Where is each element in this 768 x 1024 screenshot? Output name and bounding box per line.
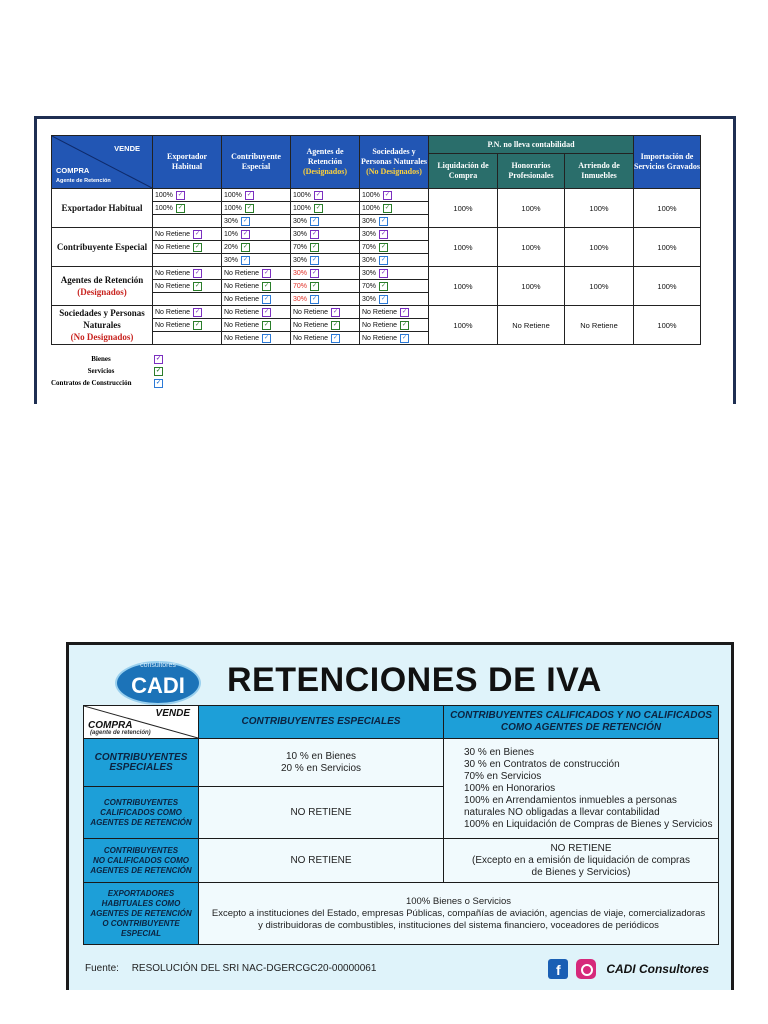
checkbox-icon: ✓ xyxy=(246,191,252,198)
row-label: EXPORTADORES xyxy=(107,888,175,898)
matrix-cell xyxy=(360,189,429,202)
matrix-cell xyxy=(360,332,429,345)
row-label: HABITUALES COMO xyxy=(101,898,181,908)
matrix-cell xyxy=(222,241,291,254)
importacion-cell: 100% xyxy=(634,306,701,345)
checkbox-icon: ✓ xyxy=(177,204,183,211)
cell-value: 70% xyxy=(362,282,377,290)
matrix-cell xyxy=(153,189,222,202)
matrix-cell xyxy=(291,306,360,319)
cell-text: 100% en Honorarios xyxy=(464,782,556,794)
checkbox-icon: ✓ xyxy=(195,321,201,328)
checkbox-icon: ✓ xyxy=(312,243,318,250)
matrix-cell xyxy=(153,293,222,306)
matrix-cell xyxy=(153,280,222,293)
checkbox-icon: ✓ xyxy=(264,334,270,341)
cell-value: No Retiene xyxy=(362,334,398,342)
cell-value: 30% xyxy=(293,269,308,277)
cell-value: No Retiene xyxy=(224,269,260,277)
matrix-row xyxy=(52,306,701,319)
cell-value: No Retiene xyxy=(155,243,191,251)
row-header xyxy=(52,306,153,345)
row-sublabel: (Designados) xyxy=(77,287,127,297)
row-header xyxy=(52,267,153,306)
pn-cell: 100% xyxy=(498,228,565,267)
cell-value: 30% xyxy=(362,256,377,264)
matrix-cell xyxy=(222,189,291,202)
cell-value: 100% xyxy=(155,204,173,212)
pn-cell: No Retiene xyxy=(565,306,634,345)
matrix-cell xyxy=(360,202,429,215)
matrix-cell xyxy=(360,254,429,267)
matrix-cell xyxy=(153,215,222,228)
col-header-calificados-l1: CONTRIBUYENTES CALIFICADOS Y NO CALIFICADOS xyxy=(450,710,712,721)
matrix-cell xyxy=(291,280,360,293)
cell-value: 70% xyxy=(293,282,308,290)
checkbox-legend xyxy=(51,353,701,389)
checkbox-icon: ✓ xyxy=(155,355,162,362)
cell-value: 100% xyxy=(293,204,311,212)
matrix-cell xyxy=(222,280,291,293)
row-label: Contribuyente Especial xyxy=(56,242,148,252)
matrix-cell xyxy=(153,228,222,241)
matrix-cell xyxy=(222,293,291,306)
checkbox-icon: ✓ xyxy=(381,243,387,250)
cell-text: 100% en Arrendamientos inmuebles a personas xyxy=(464,794,677,806)
checkbox-icon: ✓ xyxy=(312,256,318,263)
cell-text: 30 % en Contratos de construcción xyxy=(464,758,620,770)
checkbox-icon: ✓ xyxy=(333,321,339,328)
row-header-calificados xyxy=(84,787,199,839)
legend-contratos xyxy=(51,377,701,389)
cell-value: 70% xyxy=(293,243,308,251)
corner-agente: (agente de retención) xyxy=(90,730,151,736)
retenciones-table xyxy=(83,705,719,945)
matrix-row xyxy=(52,189,701,202)
matrix-cell xyxy=(360,267,429,280)
cell-value: 100% xyxy=(224,191,242,199)
checkbox-icon: ✓ xyxy=(315,191,321,198)
checkbox-icon: ✓ xyxy=(246,204,252,211)
matrix-cell xyxy=(153,254,222,267)
legend-label: Servicios xyxy=(87,367,115,375)
retention-matrix-body xyxy=(52,189,701,345)
col-header-sociedades-l2: (No Designados) xyxy=(366,167,422,176)
importacion-cell: 100% xyxy=(634,228,701,267)
corner-vende: VENDE xyxy=(114,144,140,153)
checkbox-icon: ✓ xyxy=(312,269,318,276)
matrix-corner-header xyxy=(52,136,153,189)
col-header-liquidacion: Liquidación de Compra xyxy=(429,154,498,189)
checkbox-icon: ✓ xyxy=(243,256,249,263)
cell-exportadores-merged xyxy=(199,883,719,945)
cell-value: No Retiene xyxy=(224,334,260,342)
cell-text: 30 % en Bienes xyxy=(464,746,535,758)
matrix-cell xyxy=(222,254,291,267)
cell-text: 20 % en Servicios xyxy=(280,762,362,774)
matrix-cell xyxy=(360,293,429,306)
checkbox-icon: ✓ xyxy=(381,269,387,276)
matrix-cell xyxy=(222,228,291,241)
source-text: RESOLUCIÓN DEL SRI NAC-DGERCGC20-00000061 xyxy=(131,963,377,974)
retention-matrix-image xyxy=(34,116,736,404)
cell-calificados-especiales: NO RETIENE xyxy=(199,787,444,839)
cell-value: No Retiene xyxy=(224,282,260,290)
cell-value: 30% xyxy=(293,256,308,264)
row-label: CONTRIBUYENTES xyxy=(103,797,179,807)
row-header xyxy=(52,228,153,267)
cell-value: 30% xyxy=(293,217,308,225)
logo-subtitle: consultores xyxy=(140,662,176,669)
col-header-agentes-l2: (Designados) xyxy=(302,167,347,176)
matrix-cell xyxy=(222,319,291,332)
cell-text: 70% en Servicios xyxy=(464,770,542,782)
row-header-no-calificados xyxy=(84,839,199,883)
matrix-cell xyxy=(222,332,291,345)
cell-value: 100% xyxy=(155,191,173,199)
cell-value: 30% xyxy=(293,230,308,238)
row-label: AGENTES DE RETENCIÓN xyxy=(90,865,192,875)
checkbox-icon: ✓ xyxy=(312,230,318,237)
checkbox-icon: ✓ xyxy=(155,367,162,374)
matrix-cell xyxy=(291,228,360,241)
matrix-cell xyxy=(291,215,360,228)
matrix-cell xyxy=(222,306,291,319)
row-sublabel: (No Designados) xyxy=(70,332,134,342)
cell-value: 30% xyxy=(362,269,377,277)
importacion-cell: 100% xyxy=(634,267,701,306)
matrix-cell xyxy=(153,202,222,215)
row-header-especiales xyxy=(84,739,199,787)
cell-value: No Retiene xyxy=(293,334,329,342)
col-header-agentes-l1: Agentes de Retención xyxy=(306,147,344,166)
instagram-icon[interactable] xyxy=(576,959,596,979)
pn-cell: 100% xyxy=(565,228,634,267)
source-footer xyxy=(85,963,376,974)
matrix-cell xyxy=(291,267,360,280)
checkbox-icon: ✓ xyxy=(195,243,201,250)
col-header-contribuyente: Contribuyente Especial xyxy=(222,136,291,189)
matrix-cell xyxy=(222,215,291,228)
col-header-arriendo: Arriendo de Inmuebles xyxy=(565,154,634,189)
matrix-cell xyxy=(153,267,222,280)
col-header-calificados-l2: COMO AGENTES DE RETENCIÓN xyxy=(500,722,662,733)
facebook-icon[interactable]: f xyxy=(548,959,568,979)
checkbox-icon: ✓ xyxy=(333,334,339,341)
row-header xyxy=(52,189,153,228)
cell-value: No Retiene xyxy=(155,269,191,277)
cell-value: No Retiene xyxy=(224,321,260,329)
pn-cell: 100% xyxy=(429,189,498,228)
cell-value: No Retiene xyxy=(155,321,191,329)
corner-compra: COMPRA xyxy=(88,720,133,731)
cell-value: 30% xyxy=(224,256,239,264)
cell-value: 70% xyxy=(362,243,377,251)
cell-value: 100% xyxy=(293,191,311,199)
cell-value: 100% xyxy=(224,204,242,212)
row-label: AGENTES DE RETENCIÓN xyxy=(90,908,192,918)
corner-agente: Agente de Retención xyxy=(56,178,111,184)
checkbox-icon: ✓ xyxy=(264,308,270,315)
checkbox-icon: ✓ xyxy=(243,230,249,237)
table-corner-header xyxy=(84,706,199,739)
row-label: ESPECIAL xyxy=(120,928,161,938)
legend-bienes xyxy=(51,353,701,365)
matrix-cell xyxy=(222,267,291,280)
matrix-cell xyxy=(291,254,360,267)
checkbox-icon: ✓ xyxy=(264,269,270,276)
retention-matrix-table xyxy=(51,135,701,345)
card-title: RETENCIONES DE IVA xyxy=(227,661,602,699)
cell-value: No Retiene xyxy=(224,295,260,303)
matrix-cell xyxy=(153,241,222,254)
row-label: Sociedades y Personas Naturales xyxy=(59,308,145,330)
checkbox-icon: ✓ xyxy=(312,295,318,302)
pn-cell: 100% xyxy=(498,267,565,306)
row-label: Agentes de Retención xyxy=(60,275,144,285)
cell-calificados-block xyxy=(444,739,719,839)
col-header-agentes xyxy=(291,136,360,189)
checkbox-icon: ✓ xyxy=(264,282,270,289)
checkbox-icon: ✓ xyxy=(243,217,249,224)
matrix-cell xyxy=(291,332,360,345)
social-links xyxy=(548,959,709,979)
col-header-especiales: CONTRIBUYENTES ESPECIALES xyxy=(199,706,444,739)
row-label: AGENTES DE RETENCIÓN xyxy=(90,817,192,827)
cell-text: (Excepto en a emisión de liquidación de compras xyxy=(472,854,690,866)
cell-text: 100% en Liquidación de Compras de Bienes y Servicios xyxy=(464,818,713,830)
matrix-cell xyxy=(360,306,429,319)
checkbox-icon: ✓ xyxy=(402,308,408,315)
row-label: Exportador Habitual xyxy=(61,203,143,213)
checkbox-icon: ✓ xyxy=(312,217,318,224)
checkbox-icon: ✓ xyxy=(402,321,408,328)
matrix-cell xyxy=(291,319,360,332)
checkbox-icon: ✓ xyxy=(333,308,339,315)
matrix-cell xyxy=(153,332,222,345)
row-label: CONTRIBUYENTES xyxy=(94,751,188,763)
col-header-honorarios: Honorarios Profesionales xyxy=(498,154,565,189)
checkbox-icon: ✓ xyxy=(177,191,183,198)
pn-cell: 100% xyxy=(498,189,565,228)
matrix-cell xyxy=(360,280,429,293)
row-label: NO CALIFICADOS COMO xyxy=(93,855,189,865)
cell-value: No Retiene xyxy=(293,321,329,329)
cell-value: No Retiene xyxy=(362,321,398,329)
cell-text: 100% Bienes o Servicios xyxy=(405,895,512,907)
cell-value: No Retiene xyxy=(362,308,398,316)
col-header-pn: P.N. no lleva contabilidad xyxy=(429,136,634,154)
checkbox-icon: ✓ xyxy=(195,282,201,289)
checkbox-icon: ✓ xyxy=(315,204,321,211)
checkbox-icon: ✓ xyxy=(381,217,387,224)
checkbox-icon: ✓ xyxy=(381,282,387,289)
pn-cell: 100% xyxy=(429,306,498,345)
cell-text: 10 % en Bienes xyxy=(285,750,357,762)
checkbox-icon: ✓ xyxy=(402,334,408,341)
checkbox-icon: ✓ xyxy=(264,321,270,328)
col-header-importacion: Importación de Servicios Gravados xyxy=(634,136,701,189)
cell-value: 100% xyxy=(362,191,380,199)
matrix-row xyxy=(52,267,701,280)
checkbox-icon: ✓ xyxy=(155,379,162,386)
cell-value: 30% xyxy=(293,295,308,303)
row-label: ESPECIALES xyxy=(109,761,173,773)
pn-cell: 100% xyxy=(565,267,634,306)
cell-value: 30% xyxy=(224,217,239,225)
matrix-cell xyxy=(222,202,291,215)
cell-value: 30% xyxy=(362,295,377,303)
cell-value: 20% xyxy=(224,243,239,251)
matrix-cell xyxy=(360,215,429,228)
cell-text: naturales NO obligadas a llevar contabilidad xyxy=(464,806,660,818)
checkbox-icon: ✓ xyxy=(381,230,387,237)
cell-value: 30% xyxy=(362,230,377,238)
source-label: Fuente: xyxy=(85,963,119,974)
cell-text: Excepto a instituciones del Estado, empresas Públicas, compañías de aviación, agencias de viaje, comercializadoras xyxy=(211,907,706,919)
pn-cell: 100% xyxy=(565,189,634,228)
checkbox-icon: ✓ xyxy=(264,295,270,302)
col-header-exportador: Exportador Habitual xyxy=(153,136,222,189)
cell-value: 10% xyxy=(224,230,239,238)
legend-servicios xyxy=(51,365,701,377)
row-label: O CONTRIBUYENTE xyxy=(102,918,180,928)
cell-value: No Retiene xyxy=(155,230,191,238)
checkbox-icon: ✓ xyxy=(195,269,201,276)
checkbox-icon: ✓ xyxy=(381,256,387,263)
matrix-cell xyxy=(291,189,360,202)
matrix-cell xyxy=(153,319,222,332)
cell-value: 30% xyxy=(362,217,377,225)
matrix-cell xyxy=(153,306,222,319)
cell-value: No Retiene xyxy=(155,282,191,290)
importacion-cell: 100% xyxy=(634,189,701,228)
corner-compra: COMPRA xyxy=(56,166,90,175)
checkbox-icon: ✓ xyxy=(384,204,390,211)
cell-value: No Retiene xyxy=(155,308,191,316)
checkbox-icon: ✓ xyxy=(312,282,318,289)
checkbox-icon: ✓ xyxy=(195,308,201,315)
checkbox-icon: ✓ xyxy=(384,191,390,198)
cell-text: de Bienes y Servicios) xyxy=(531,866,631,878)
logo-text: CADI xyxy=(131,673,185,698)
matrix-cell xyxy=(360,319,429,332)
cell-no-calificados-especiales: NO RETIENE xyxy=(199,839,444,883)
cell-value: No Retiene xyxy=(224,308,260,316)
cell-value: 100% xyxy=(362,204,380,212)
checkbox-icon: ✓ xyxy=(243,243,249,250)
corner-vende: VENDE xyxy=(155,708,190,719)
cell-especiales-especiales xyxy=(199,739,444,787)
cell-text: y distribuidoras de combustibles, instituciones del sistema financiero, voceadores de periódicos xyxy=(258,919,659,931)
checkbox-icon: ✓ xyxy=(381,295,387,302)
checkbox-icon: ✓ xyxy=(195,230,201,237)
matrix-row xyxy=(52,228,701,241)
cell-text: NO RETIENE xyxy=(550,842,612,854)
matrix-cell xyxy=(291,241,360,254)
cell-no-calificados-calificados xyxy=(444,839,719,883)
matrix-cell xyxy=(291,202,360,215)
cadi-logo xyxy=(115,661,201,705)
matrix-cell xyxy=(360,228,429,241)
pn-cell: 100% xyxy=(429,267,498,306)
row-label: CALIFICADOS COMO xyxy=(100,807,182,817)
cell-value: No Retiene xyxy=(293,308,329,316)
legend-label: Contratos de Construcción xyxy=(51,379,132,387)
row-label: CONTRIBUYENTES xyxy=(103,845,179,855)
legend-label: Bienes xyxy=(91,355,111,363)
matrix-cell xyxy=(360,241,429,254)
cadi-retenciones-card xyxy=(66,642,734,990)
brand-name: CADI Consultores xyxy=(606,962,709,976)
col-header-calificados xyxy=(444,706,719,739)
col-header-sociedades-l1: Sociedades y Personas Naturales xyxy=(361,147,427,166)
row-header-exportadores xyxy=(84,883,199,945)
matrix-cell xyxy=(291,293,360,306)
pn-cell: 100% xyxy=(429,228,498,267)
col-header-sociedades xyxy=(360,136,429,189)
pn-cell: No Retiene xyxy=(498,306,565,345)
